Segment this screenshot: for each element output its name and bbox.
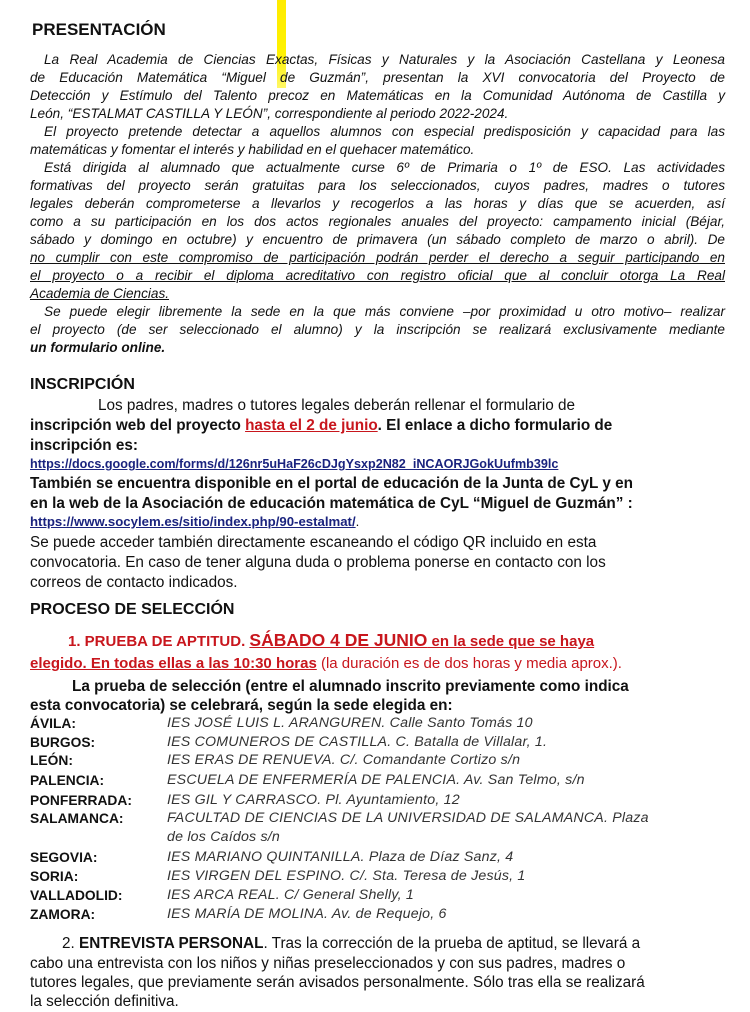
sede-city: SEGOVIA: [30, 850, 98, 865]
pres-line-10: como a su participación en los dos actos regionales anuales del proyecto: campamento inicial (Béjar, [30, 214, 725, 229]
google-form-link[interactable]: https://docs.google.com/forms/d/126nr5uHaF26cDJgYsxp2N82_iNCAORJGokUufmb39lc [30, 457, 559, 471]
inscripcion-heading: INSCRIPCIÓN [30, 376, 135, 393]
prueba-date: SÁBADO 4 DE JUNIO [249, 630, 428, 650]
sel-item-2-line-3: tutores legales, que previamente serán avisados personalmente. Sólo tras ella se realizará [30, 974, 645, 991]
entrevista-title: ENTREVISTA PERSONAL [79, 935, 264, 952]
insc-line-2 [30, 416, 612, 436]
sede-address: IES VIRGEN DEL ESPINO. C/. Sta. Teresa de Jesús, 1 [167, 868, 526, 884]
presentacion-heading: PRESENTACIÓN [32, 20, 166, 39]
pres-line-9: legales deberán comprometerse a llevarlos y recogerlos a las horas y días que se acuerden, así [30, 196, 725, 211]
sel-intro-2: esta convocatoria) se celebrará, según la sede elegida en: [30, 697, 453, 714]
socylem-link-tail: . [355, 514, 360, 529]
insc-line-6: Se puede acceder también directamente escaneando el código QR incluido en esta [30, 534, 597, 551]
pres-line-2: de Educación Matemática “Miguel de Guzmán”, presentan la XVI convocatoria del Proyecto de [30, 70, 725, 85]
prueba-aptitud-title: 1. PRUEBA DE APTITUD. [68, 633, 246, 650]
pres-line-4-text: León, “ESTALMAT CASTILLA Y LEÓN”, correspondiente al periodo 2022-2024. [30, 106, 509, 121]
sede-address-continuation: de los Caídos s/n [167, 829, 281, 845]
pres-line-6: matemáticas y fomentar el interés y habilidad en el quehacer matemático. [30, 142, 475, 157]
sede-city: VALLADOLID: [30, 888, 123, 903]
sede-address: IES MARIANO QUINTANILLA. Plaza de Díaz Sanz, 4 [167, 849, 514, 865]
pres-line-7: Está dirigida al alumnado que actualmente curse 6º de Primaria o 1º de ESO. Las actividades [44, 160, 725, 175]
sede-address: FACULTAD DE CIENCIAS DE LA UNIVERSIDAD DE SALAMANCA. Plaza [167, 810, 649, 826]
sede-address: IES GIL Y CARRASCO. Pl. Ayuntamiento, 12 [167, 792, 460, 808]
sede-address: IES ARCA REAL. C/ General Shelly, 1 [167, 887, 414, 903]
prueba-sede-text: en la sede que se haya [427, 633, 595, 650]
prueba-time: elegido. En todas ellas a las 10:30 horas [30, 655, 317, 672]
pres-line-14: Academia de Ciencias. [30, 286, 170, 301]
pres-line-17: un formulario online. [30, 340, 166, 355]
entrevista-number: 2. [62, 935, 80, 952]
sede-address: ESCUELA DE ENFERMERÍA DE PALENCIA. Av. San Telmo, s/n [167, 772, 585, 788]
sede-city: PALENCIA: [30, 773, 105, 788]
sede-address: IES COMUNEROS DE CASTILLA. C. Batalla de Villalar, 1. [167, 734, 548, 750]
insc-line-link2 [30, 514, 359, 529]
sede-address: IES MARÍA DE MOLINA. Av. de Requejo, 6 [167, 906, 447, 922]
socylem-link[interactable]: https://www.socylem.es/sitio/index.php/90-estalmat/ [30, 514, 356, 529]
sede-city: ZAMORA: [30, 907, 96, 922]
sel-item-2-line-4: la selección definitiva. [30, 993, 179, 1010]
sel-item-2-line-1 [62, 934, 640, 954]
pres-line-8: formativas del proyecto serán gratuitas para los seleccionados, cuyos padres, madres o tutores [30, 178, 725, 193]
sel-item-1-line-2 [30, 655, 622, 672]
pres-line-1: La Real Academia de Ciencias Exactas, Físicas y Naturales y la Asociación Castellana y Leonesa [44, 52, 725, 67]
pres-line-11: sábado y domingo en octubre) y encuentro de primavera (un sábado completo de marzo o abril). De [30, 232, 725, 247]
sede-address: IES JOSÉ LUIS L. ARANGUREN. Calle Santo Tomás 10 [167, 715, 533, 731]
pres-line-12: no cumplir con este compromiso de participación podrán perder el derecho a seguir participando en [30, 250, 725, 265]
seleccion-heading: PROCESO DE SELECCIÓN [30, 601, 235, 618]
sede-city: SALAMANCA: [30, 811, 124, 826]
pres-line-3: Detección y Estímulo del Talento precoz en Matemáticas en la Comunidad Autónoma de Castilla y [30, 88, 725, 103]
sede-city: PONFERRADA: [30, 793, 132, 808]
pres-line-5: El proyecto pretende detectar a aquellos alumnos con especial predisposición y capacidad para las [44, 124, 725, 139]
insc-line-2a: inscripción web del proyecto [30, 417, 246, 434]
sel-item-1-line-1 [68, 630, 594, 651]
insc-line-4: También se encuentra disponible en el portal de educación de la Junta de CyL y en [30, 475, 633, 492]
sede-address: IES ERAS DE RENUEVA. C/. Comandante Cortizo s/n [167, 752, 521, 768]
insc-line-7: convocatoria. En caso de tener alguna duda o problema ponerse en contacto con los [30, 554, 606, 571]
deadline-text: hasta el 2 de junio [245, 417, 378, 434]
insc-line-1: Los padres, madres o tutores legales deberán rellenar el formulario de [98, 397, 576, 414]
sede-city: SORIA: [30, 869, 79, 884]
sede-city: LEÓN: [30, 753, 73, 768]
pres-line-16: el proyecto (de ser seleccionado el alumno) y la inscripción se realizará exclusivamente mediante [30, 322, 725, 337]
prueba-duration: (la duración es de dos horas y media aprox.). [316, 655, 622, 672]
sel-item-2-line-2: cabo una entrevista con los niños y niñas preseleccionados y con sus padres, madres o [30, 955, 626, 972]
sede-city: ÁVILA: [30, 716, 76, 731]
sel-intro-1: La prueba de selección (entre el alumnado inscrito previamente como indica [72, 678, 629, 695]
insc-line-8: correos de contacto indicados. [30, 574, 238, 591]
insc-line-2c: . El enlace a dicho formulario de [377, 417, 613, 434]
insc-line-3: inscripción es: [30, 437, 138, 454]
insc-line-5: en la web de la Asociación de educación matemática de CyL “Miguel de Guzmán” : [30, 495, 633, 512]
entrevista-rest: . Tras la corrección de la prueba de aptitud, se llevará a [263, 935, 641, 952]
pres-line-13: el proyecto o a recibir el diploma acreditativo con registro oficial que al concluir otorga La Real [30, 268, 725, 283]
pres-line-15: Se puede elegir libremente la sede en la que más conviene –por proximidad u otro motivo– realizar [44, 304, 725, 319]
sede-city: BURGOS: [30, 735, 96, 750]
pres-line-4 [30, 105, 508, 123]
